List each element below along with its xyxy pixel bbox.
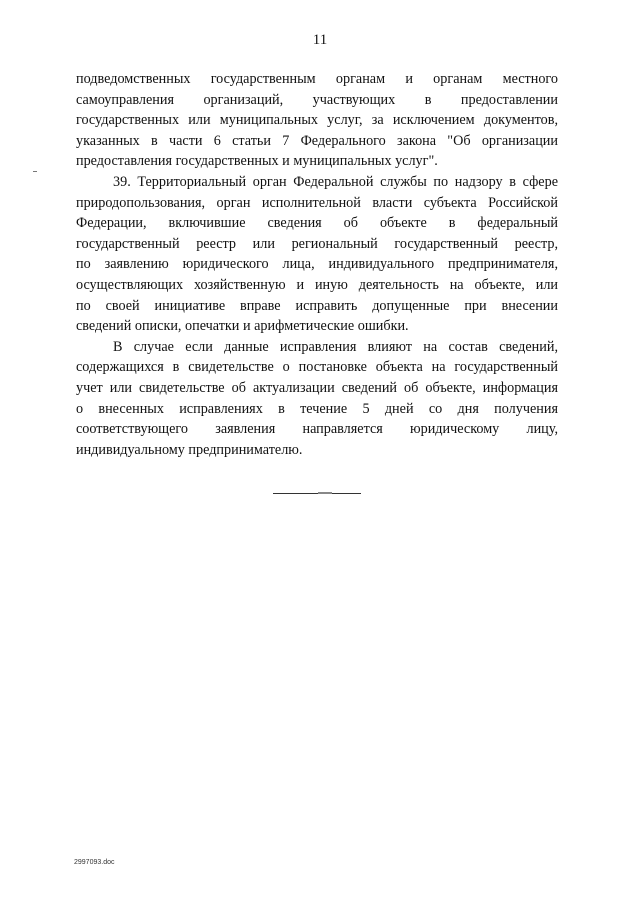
text-line: подведомственных государственным органам и органам местного: [76, 71, 558, 87]
text-line: соответствующего заявления направляется юридическому лицу,: [76, 421, 558, 438]
page-number: 11: [312, 32, 328, 48]
text-line: содержащихся в свидетельстве о постановке объекта на государственный: [76, 359, 558, 376]
text-line: указанных в части 6 статьи 7 Федерального закона "Об организации: [76, 132, 558, 149]
text-line: 39. Территориальный орган Федеральной службы по надзору в сфере: [113, 173, 558, 190]
paragraph-continuation: [76, 69, 558, 172]
text-line: предоставления государственных и муниципальных услуг".: [76, 153, 438, 170]
text-line: самоуправления организаций, участвующих в предоставлении: [76, 91, 558, 108]
text-line: по заявлению юридического лица, индивидуального предпринимателя,: [76, 256, 558, 273]
document-code: 2997093.doc: [74, 859, 115, 866]
paragraph-item-39: [76, 172, 558, 337]
text-line: В случае если данные исправления влияют на состав сведений,: [113, 338, 558, 355]
end-separator-line: [273, 493, 361, 494]
margin-mark: [33, 171, 37, 172]
text-line: природопользования, орган исполнительной власти субъекта Российской: [76, 194, 558, 211]
text-line: государственных или муниципальных услуг, за исключением документов,: [76, 112, 558, 129]
document-body: [76, 69, 558, 460]
text-line: учет или свидетельстве об актуализации сведений об объекте, информация: [76, 379, 558, 396]
text-line: о внесенных исправлениях в течение 5 дней со дня получения: [76, 400, 558, 417]
text-line: Федерации, включившие сведения об объекте в федеральный: [76, 215, 558, 232]
text-line: сведений описки, опечатки и арифметические ошибки.: [76, 318, 409, 335]
paragraph-corrections: [76, 337, 558, 461]
text-line: осуществляющих хозяйственную и иную деятельность на объекте, или: [76, 276, 558, 293]
text-line: государственный реестр или региональный государственный реестр,: [76, 235, 558, 252]
separator-mark: [318, 492, 332, 494]
text-line: индивидуальному предпринимателю.: [76, 441, 303, 458]
text-line: по своей инициативе вправе исправить допущенные при внесении: [76, 297, 558, 314]
